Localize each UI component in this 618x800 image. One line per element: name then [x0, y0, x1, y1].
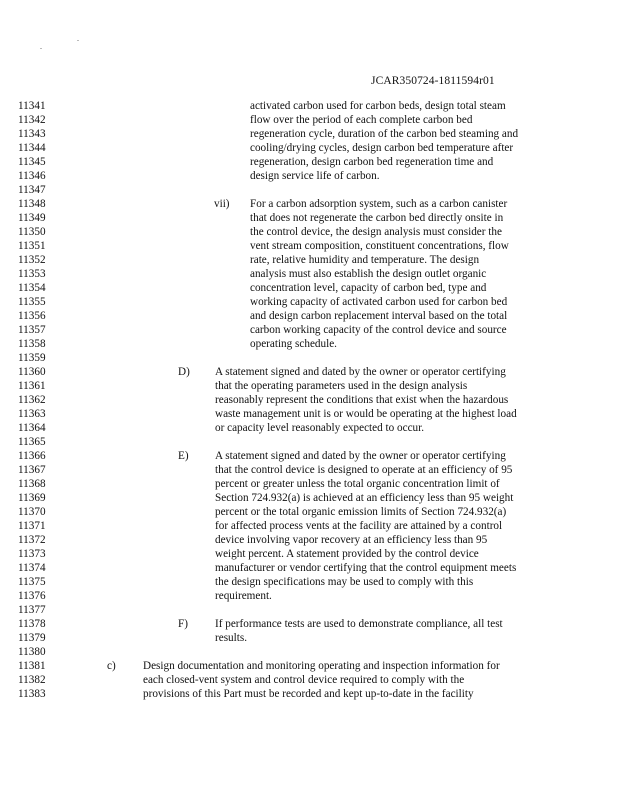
line-number: 11373	[18, 548, 46, 560]
line-text: regeneration cycle, duration of the carbon bed steaming and	[250, 128, 519, 140]
line-text: and design carbon replacement interval based on the total	[250, 310, 508, 322]
line-number: 11357	[18, 324, 46, 336]
document-line	[0, 323, 618, 337]
document-line	[0, 393, 618, 407]
line-number: 11363	[18, 408, 46, 420]
line-text: results.	[215, 632, 248, 644]
line-text: cooling/drying cycles, design carbon bed temperature after	[250, 142, 514, 154]
line-text: weight percent. A statement provided by the control device	[215, 548, 479, 560]
line-number: 11376	[18, 590, 46, 602]
document-line	[0, 155, 618, 169]
line-number: 11345	[18, 156, 46, 168]
document-line	[0, 491, 618, 505]
line-number: 11374	[18, 562, 46, 574]
document-line	[0, 379, 618, 393]
line-number: 11343	[18, 128, 46, 140]
line-number: 11362	[18, 394, 46, 406]
line-number: 11350	[18, 226, 46, 238]
line-text: If performance tests are used to demonstrate compliance, all test	[215, 618, 503, 630]
line-number: 11378	[18, 618, 46, 630]
line-number: 11360	[18, 366, 46, 378]
line-text: device involving vapor recovery at an efficiency less than 95	[215, 534, 488, 546]
line-text: A statement signed and dated by the owner or operator certifying	[215, 366, 506, 378]
document-line	[0, 631, 618, 645]
line-number: 11347	[18, 184, 46, 196]
document-line	[0, 337, 618, 351]
scan-speck	[77, 40, 79, 41]
line-number: 11370	[18, 506, 46, 518]
line-number: 11349	[18, 212, 46, 224]
line-text: For a carbon adsorption system, such as a carbon canister	[250, 198, 508, 210]
line-text: each closed-vent system and control device required to comply with the	[143, 674, 465, 686]
document-line	[0, 421, 618, 435]
document-line	[0, 309, 618, 323]
line-number: 11371	[18, 520, 46, 532]
document-line	[0, 519, 618, 533]
document-line	[0, 449, 618, 463]
line-number: 11382	[18, 674, 46, 686]
line-text: rate, relative humidity and temperature. The design	[250, 254, 480, 266]
line-text: concentration level, capacity of carbon bed, type and	[250, 282, 487, 294]
scan-speck	[40, 48, 42, 49]
line-text: regeneration, design carbon bed regeneration time and	[250, 156, 494, 168]
line-number: 11365	[18, 436, 46, 448]
line-number: 11383	[18, 688, 46, 700]
line-number: 11355	[18, 296, 46, 308]
item-label: vii)	[214, 198, 230, 210]
line-text: A statement signed and dated by the owner or operator certifying	[215, 450, 506, 462]
document-line	[0, 477, 618, 491]
line-text: working capacity of activated carbon used for carbon bed	[250, 296, 508, 308]
document-line	[0, 141, 618, 155]
line-number: 11353	[18, 268, 46, 280]
document-line	[0, 673, 618, 687]
line-number: 11369	[18, 492, 46, 504]
line-text: that does not regenerate the carbon bed directly onsite in	[250, 212, 504, 224]
line-number: 11359	[18, 352, 46, 364]
line-number: 11367	[18, 464, 46, 476]
document-line	[0, 533, 618, 547]
document-line	[0, 183, 618, 197]
document-line	[0, 281, 618, 295]
document-line	[0, 561, 618, 575]
document-line	[0, 197, 618, 211]
line-number: 11342	[18, 114, 46, 126]
document-line	[0, 645, 618, 659]
line-text: requirement.	[215, 590, 272, 602]
line-number: 11348	[18, 198, 46, 210]
document-line	[0, 617, 618, 631]
document-line	[0, 113, 618, 127]
line-number: 11341	[18, 100, 46, 112]
line-text: design service life of carbon.	[250, 170, 380, 182]
document-line	[0, 589, 618, 603]
document-line	[0, 211, 618, 225]
document-line	[0, 463, 618, 477]
line-number: 11372	[18, 534, 46, 546]
document-line	[0, 407, 618, 421]
line-text: Design documentation and monitoring operating and inspection information for	[143, 660, 500, 672]
line-number: 11354	[18, 282, 46, 294]
line-number: 11361	[18, 380, 46, 392]
item-label: c)	[107, 660, 116, 672]
line-number: 11375	[18, 576, 46, 588]
line-number: 11368	[18, 478, 46, 490]
document-line	[0, 505, 618, 519]
document-id: JCAR350724-1811594r01	[371, 75, 495, 87]
line-number: 11346	[18, 170, 46, 182]
line-text: provisions of this Part must be recorded and kept up-to-date in the facility	[143, 688, 474, 700]
line-text: the control device, the design analysis must consider the	[250, 226, 502, 238]
line-text: that the control device is designed to operate at an efficiency of 95	[215, 464, 513, 476]
line-number: 11356	[18, 310, 46, 322]
document-line	[0, 435, 618, 449]
line-text: flow over the period of each complete carbon bed	[250, 114, 473, 126]
document-line	[0, 127, 618, 141]
line-number: 11351	[18, 240, 46, 252]
line-text: activated carbon used for carbon beds, design total steam	[250, 100, 506, 112]
line-text: manufacturer or vendor certifying that the control equipment meets	[215, 562, 517, 574]
item-label: E)	[178, 450, 189, 462]
line-number: 11358	[18, 338, 46, 350]
line-number: 11366	[18, 450, 46, 462]
item-label: D)	[178, 366, 190, 378]
document-line	[0, 687, 618, 701]
document-line	[0, 351, 618, 365]
line-text: reasonably represent the conditions that exist when the hazardous	[215, 394, 509, 406]
document-line	[0, 225, 618, 239]
document-line	[0, 295, 618, 309]
line-number: 11352	[18, 254, 46, 266]
document-line	[0, 659, 618, 673]
line-number: 11364	[18, 422, 46, 434]
line-text: operating schedule.	[250, 338, 337, 350]
document-line	[0, 603, 618, 617]
line-text: for affected process vents at the facility are attained by a control	[215, 520, 503, 532]
line-number: 11377	[18, 604, 46, 616]
line-text: percent or greater unless the total organic concentration limit of	[215, 478, 500, 490]
line-text: carbon working capacity of the control device and source	[250, 324, 507, 336]
line-text: that the operating parameters used in the design analysis	[215, 380, 468, 392]
line-text: waste management unit is or would be operating at the highest load	[215, 408, 517, 420]
document-line	[0, 253, 618, 267]
line-text: analysis must also establish the design outlet organic	[250, 268, 487, 280]
document-line	[0, 169, 618, 183]
item-label: F)	[178, 618, 188, 630]
line-text: percent or the total organic emission limits of Section 724.932(a)	[215, 506, 507, 518]
line-number: 11344	[18, 142, 46, 154]
line-text: or capacity level reasonably expected to occur.	[215, 422, 425, 434]
line-number: 11381	[18, 660, 46, 672]
document-line	[0, 547, 618, 561]
document-line	[0, 575, 618, 589]
document-line	[0, 99, 618, 113]
document-line	[0, 239, 618, 253]
document-line	[0, 365, 618, 379]
line-text: vent stream composition, constituent concentrations, flow	[250, 240, 509, 252]
line-number: 11380	[18, 646, 46, 658]
line-text: the design specifications may be used to comply with this	[215, 576, 474, 588]
line-text: Section 724.932(a) is achieved at an efficiency less than 95 weight	[215, 492, 514, 504]
document-line	[0, 267, 618, 281]
document-body	[0, 99, 618, 701]
line-number: 11379	[18, 632, 46, 644]
